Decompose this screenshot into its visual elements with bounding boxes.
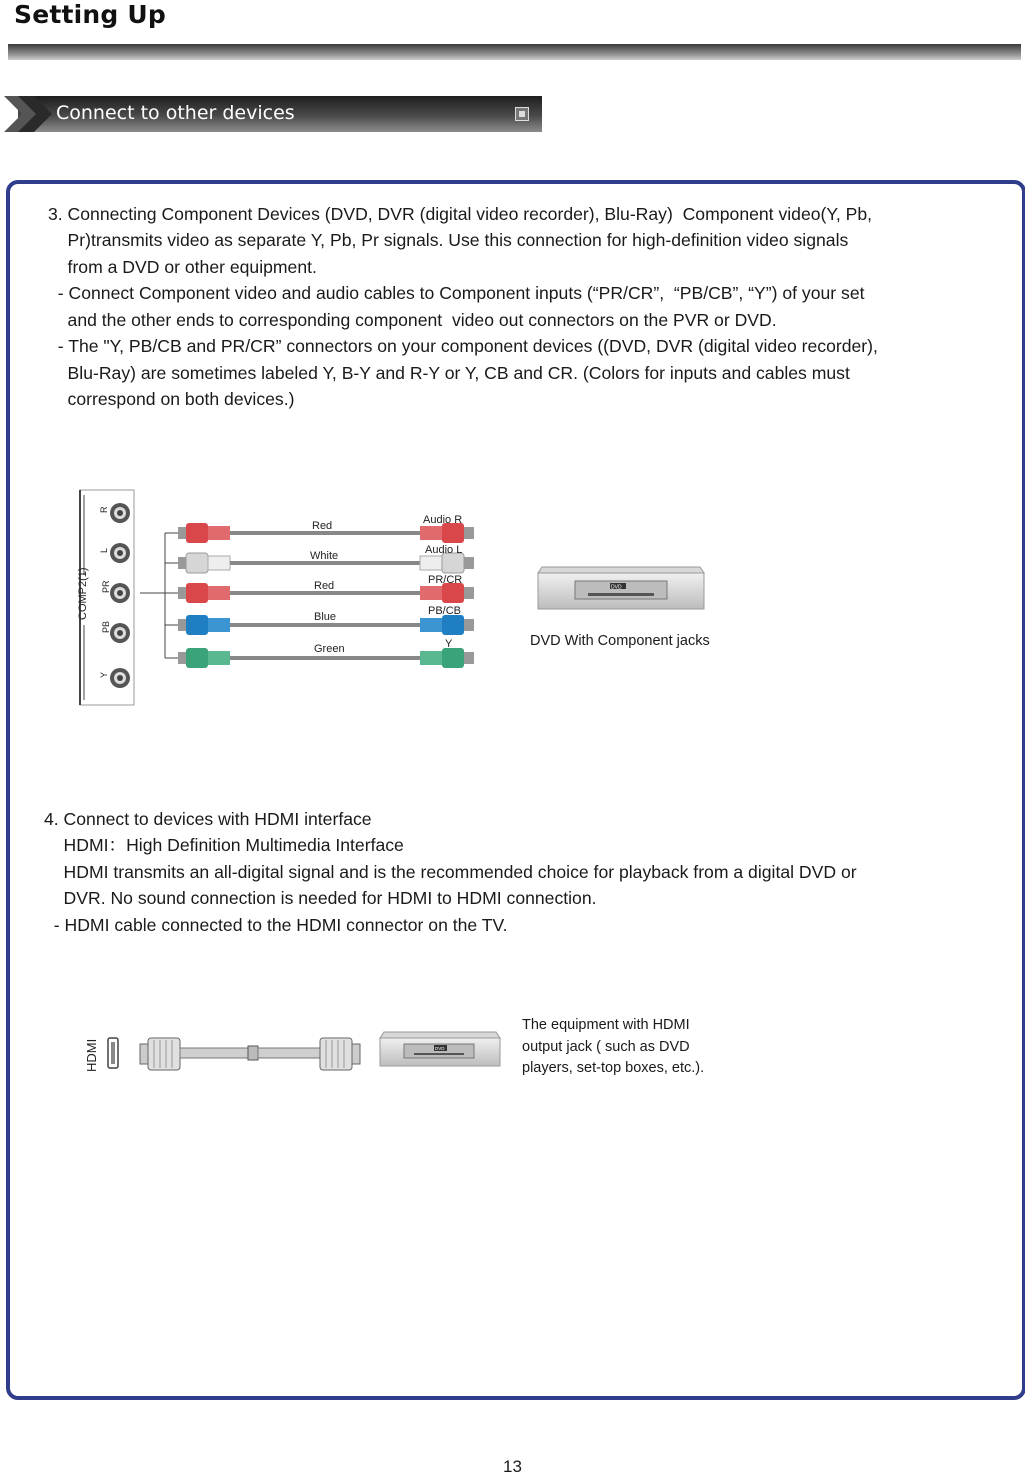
- page-title: Setting Up: [14, 0, 167, 29]
- text-line: - HDMI cable connected to the HDMI connector on the TV.: [44, 915, 508, 935]
- plug-label: PR/CR: [428, 574, 463, 586]
- caption-line: players, set-top boxes, etc.).: [522, 1060, 705, 1076]
- dvd-player-image: [538, 567, 704, 609]
- dvd-component-caption: DVD With Component jacks: [530, 633, 710, 649]
- text-line: correspond on both devices.): [48, 389, 295, 409]
- jack-label: R: [99, 506, 109, 513]
- cable-color-label: Green: [314, 643, 345, 655]
- text-line: 4. Connect to devices with HDMI interface: [44, 809, 372, 829]
- jack-label: Y: [99, 671, 109, 678]
- dvd-logo: DVD: [435, 1046, 445, 1051]
- cable-color-label: Red: [312, 520, 333, 532]
- section-tab: [4, 95, 542, 133]
- cable-pr: [178, 574, 474, 603]
- plug-label: PB/CB: [428, 605, 462, 617]
- text-line: - Connect Component video and audio cables to Component inputs (“PR/CR”, “PB/CB”, “Y”) of your set: [48, 283, 865, 303]
- jack-label: PB: [101, 620, 111, 633]
- cable-color-label: Blue: [314, 611, 337, 623]
- dvd-logo: DVD: [611, 584, 622, 591]
- cable-audio-l: [178, 544, 474, 573]
- plug-label: Audio L: [425, 544, 463, 556]
- text-line: and the other ends to corresponding component video out connectors on the PVR or DVD.: [48, 310, 777, 330]
- caption-line: The equipment with HDMI: [522, 1017, 690, 1033]
- text-line: DVR. No sound connection is needed for HDMI to HDMI connection.: [44, 888, 597, 908]
- tv-component-panel: [77, 490, 134, 705]
- hdmi-port-icon: [108, 1038, 118, 1068]
- component-diagram: [70, 485, 750, 715]
- page-number: 13: [503, 1457, 522, 1476]
- cable-y: [178, 638, 474, 668]
- text-line: from a DVD or other equipment.: [48, 257, 317, 277]
- title-bar: [8, 44, 1021, 60]
- text-line: HDMI transmits an all-digital signal and is the recommended choice for playback from a digital DVD or: [44, 862, 857, 882]
- cable-pb: [178, 605, 474, 635]
- text-line: - The "Y, PB/CB and PR/CR” connectors on your component devices ((DVD, DVR (digital video recorder),: [48, 336, 878, 356]
- text-line: Pr)transmits video as separate Y, Pb, Pr signals. Use this connection for high-definition video signals: [48, 230, 849, 250]
- hdmi-diagram: [78, 1022, 518, 1082]
- text-line: HDMI：High Definition Multimedia Interface: [44, 835, 404, 855]
- jack-label: L: [99, 547, 109, 553]
- panel-label: COMP2(1): [77, 567, 89, 620]
- square-icon: [515, 107, 529, 121]
- cable-color-label: Red: [314, 580, 335, 592]
- cable-audio-r: [178, 514, 474, 543]
- cable-color-label: White: [310, 550, 339, 562]
- plug-label: Y: [445, 638, 453, 650]
- jack-label: PR: [101, 580, 111, 593]
- dvd-player-image: [380, 1032, 500, 1066]
- text-line: 3. Connecting Component Devices (DVD, DVR (digital video recorder), Blu-Ray) Component video(Y, Pb,: [48, 204, 873, 224]
- text-line: Blu-Ray) are sometimes labeled Y, B-Y and R-Y or Y, CB and CR. (Colors for inputs and cables must: [48, 363, 850, 383]
- plug-label: Audio R: [423, 514, 463, 526]
- caption-line: output jack ( such as DVD: [522, 1039, 690, 1055]
- section-label: Connect to other devices: [56, 102, 295, 124]
- hdmi-cable-image: [140, 1038, 360, 1070]
- hdmi-port-label: HDMI: [84, 1038, 99, 1072]
